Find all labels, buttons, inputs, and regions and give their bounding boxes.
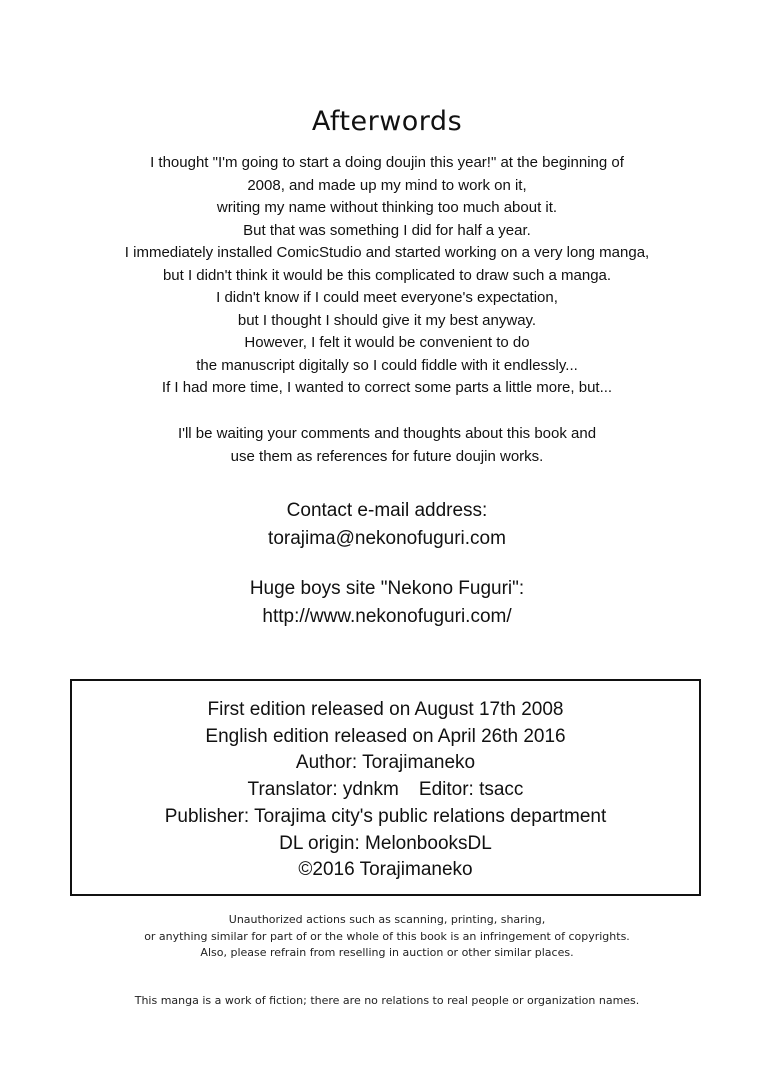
notice-line: Unauthorized actions such as scanning, printing, sharing, (228, 913, 546, 926)
paragraph-line: I immediately installed ComicStudio and started working on a very long manga, (124, 244, 650, 261)
page-title: Afterwords (311, 106, 463, 138)
email-label: Contact e-mail address: (286, 500, 488, 521)
copyright: ©2016 Torajimaneko (298, 859, 473, 881)
dl-origin: DL origin: MelonbooksDL (279, 832, 492, 854)
publisher: Publisher: Torajima city's public relations department (164, 805, 607, 827)
contact-email-block (0, 497, 774, 553)
editor: Editor: tsacc (418, 779, 524, 801)
paragraph-line: However, I felt it would be convenient to do (244, 334, 530, 351)
notice-line: or anything similar for part of or the whole of this book is an infringement of copyrights. (144, 929, 630, 943)
contact-site-block (0, 575, 774, 631)
paragraph-line: writing my name without thinking too much about it. (216, 199, 558, 216)
credits-list (72, 697, 699, 884)
paragraph-line: use them as references for future doujin works. (230, 447, 544, 465)
closing-paragraph (0, 423, 774, 468)
site-url: http://www.nekonofuguri.com/ (262, 606, 512, 627)
paragraph-line: I thought "I'm going to start a doing doujin this year!" at the beginning of (150, 154, 624, 171)
site-label: Huge boys site "Nekono Fuguri": (249, 578, 525, 599)
paragraph-line: But that was something I did for half a year. (243, 221, 531, 239)
paragraph-line: I'll be waiting your comments and thoughts about this book and (177, 425, 597, 442)
translator-editor-line (72, 777, 699, 804)
notice-line: Also, please refrain from reselling in auction or other similar places. (200, 946, 574, 959)
author: Author: Torajimaneko (295, 752, 476, 774)
fiction-disclaimer: This manga is a work of fiction; there are no relations to real people or organization names. (134, 994, 640, 1007)
paragraph-line: but I didn't think it would be this complicated to draw such a manga. (162, 266, 612, 284)
translator: Translator: ydnkm (247, 779, 399, 801)
english-edition: English edition released on April 26th 2016 (205, 725, 566, 747)
paragraph-line: the manuscript digitally so I could fiddle with it endlessly... (196, 356, 578, 374)
credits-box (70, 679, 701, 896)
email-address: torajima@nekonofuguri.com (268, 528, 506, 549)
afterword-paragraph (0, 152, 774, 400)
paragraph-line: but I thought I should give it my best anyway. (237, 311, 537, 329)
first-edition: First edition released on August 17th 2008 (207, 699, 564, 720)
paragraph-line: If I had more time, I wanted to correct some parts a little more, but... (161, 379, 613, 396)
paragraph-line: 2008, and made up my mind to work on it, (247, 176, 527, 194)
paragraph-line: I didn't know if I could meet everyone's expectation, (216, 289, 558, 306)
copyright-notice (0, 912, 774, 962)
